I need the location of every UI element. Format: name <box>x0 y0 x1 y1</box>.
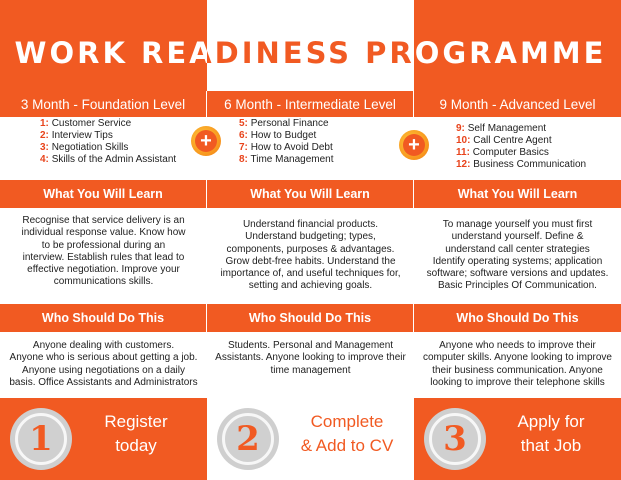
list-item: 4: Skills of the Admin Assistant <box>40 154 177 165</box>
level-header-advanced: 9 Month - Advanced Level <box>414 91 621 117</box>
list-item: 9: Self Management <box>456 123 547 134</box>
list-item: 12: Business Communication <box>456 159 587 170</box>
step-1-badge: 1 <box>10 408 72 470</box>
list-item: 10: Call Centre Agent <box>456 135 552 146</box>
list-item: 8: Time Management <box>239 154 334 165</box>
learn-text-foundation: Recognise that service delivery is an individual response value. Know how to be professional during an interview. Establish rules that lead to effective negotiation. Improve your communications skills. <box>21 215 186 288</box>
learn-heading-foundation: What You Will Learn <box>0 180 207 208</box>
who-text-advanced: Anyone who needs to improve their computer skills. Anyone looking to improve their business communication. Anyone looking to improve their telephone skills <box>423 340 612 388</box>
plus-icon: + <box>191 126 221 156</box>
who-heading-foundation: Who Should Do This <box>0 304 207 332</box>
list-item: 6: How to Budget <box>239 130 317 141</box>
list-item: 3: Negotiation Skills <box>40 142 129 153</box>
who-text-foundation: Anyone dealing with customers. Anyone who is serious about getting a job. Anyone using negotiations on a daily basis. Office Assistants and Administrators <box>9 340 198 388</box>
learn-heading-advanced: What You Will Learn <box>414 180 621 208</box>
list-item: 5: Personal Finance <box>239 118 329 129</box>
module-list-advanced <box>456 123 618 183</box>
who-heading-advanced: Who Should Do This <box>414 304 621 332</box>
step-3-badge: 3 <box>424 408 486 470</box>
plus-icon: + <box>399 130 429 160</box>
module-list-foundation <box>40 118 205 178</box>
step-2-badge: 2 <box>217 408 279 470</box>
step-3-label: Apply for that Job <box>517 412 585 455</box>
level-header-intermediate: 6 Month - Intermediate Level <box>207 91 414 117</box>
page-title: WORK READINESS PROGRAMME <box>0 36 621 70</box>
module-list-intermediate <box>239 118 409 178</box>
learn-heading-intermediate: What You Will Learn <box>207 180 414 208</box>
step-2-label: Complete & Add to CV <box>300 412 394 455</box>
list-item: 2: Interview Tips <box>40 130 113 141</box>
level-header-foundation: 3 Month - Foundation Level <box>0 91 207 117</box>
list-item: 1: Customer Service <box>40 118 132 129</box>
learn-text-advanced: To manage yourself you must first understand yourself. Define & understand call center strategies Identify operating systems; application software; software versions and updates. Basic Principles Of Communication. <box>426 219 609 292</box>
list-item: 7: How to Avoid Debt <box>239 142 333 153</box>
who-heading-intermediate: Who Should Do This <box>207 304 414 332</box>
who-text-intermediate: Students. Personal and Management Assistants. Anyone looking to improve their time management <box>215 340 406 376</box>
list-item: 11: Computer Basics <box>456 147 549 158</box>
learn-text-intermediate: Understand financial products. Understand budgeting; types, components, purposes & advantages. Grow debt-free habits. Understand the importance of, and useful techniques for, setting and achieving goals. <box>220 219 401 292</box>
step-1-label: Register today <box>104 412 168 455</box>
